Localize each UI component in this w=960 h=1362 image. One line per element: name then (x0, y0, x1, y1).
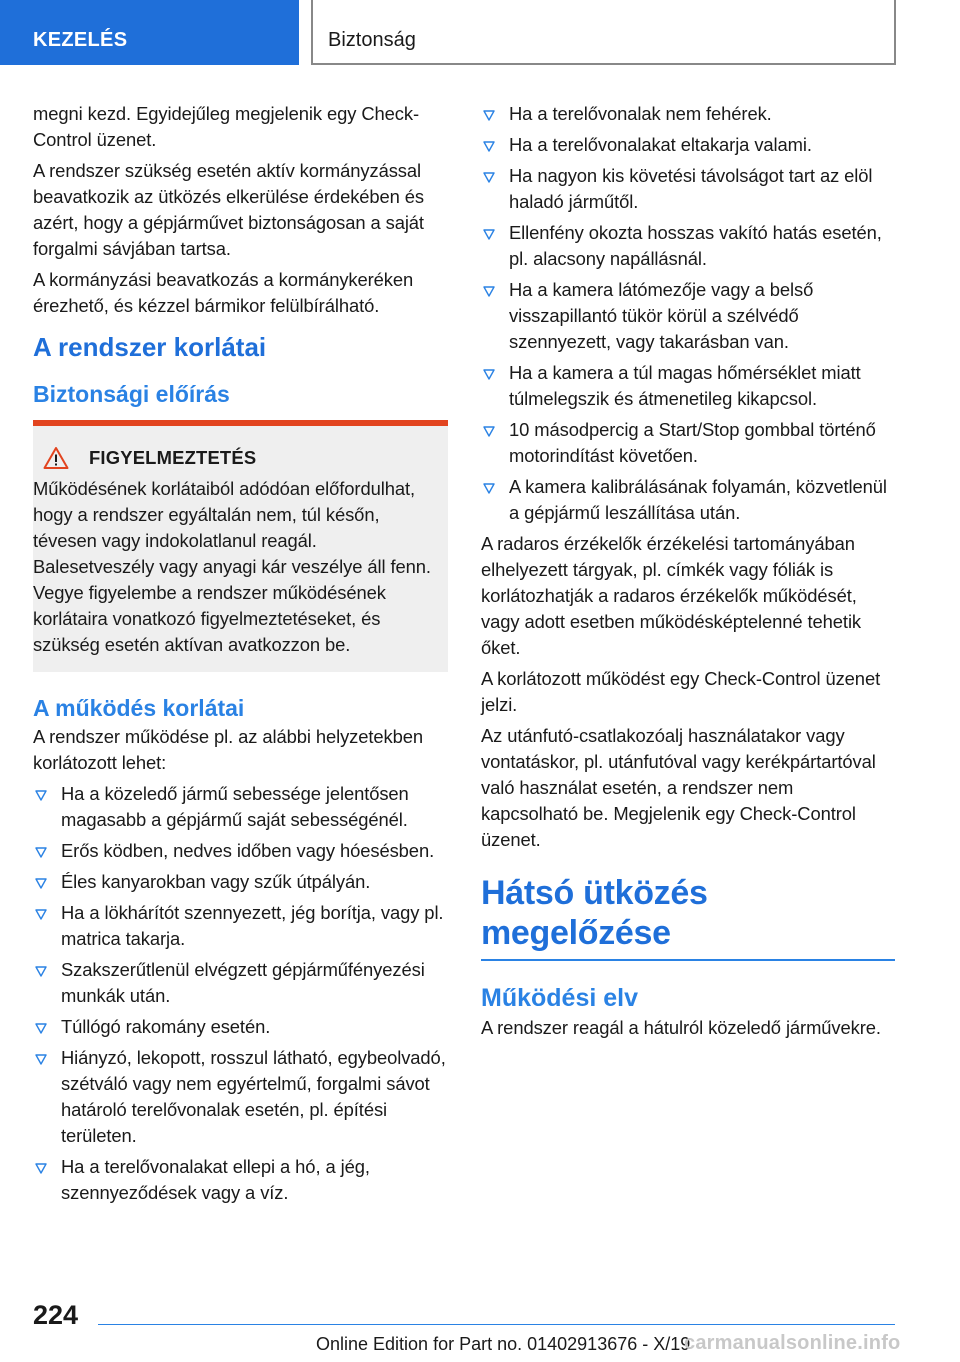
triangle-bullet-icon (483, 483, 495, 494)
header-section-label: KEZELÉS (33, 29, 128, 51)
paragraph: A kormányzási beavatkozás a kormánykeréken érezhető, és kézzel bármikor felülbírálható. (33, 269, 414, 316)
list-item-text: Ha a közeledő jármű sebessége jelentősen magasabb a gépjármű saját sebességénél. (61, 783, 409, 830)
heading-system-limits: A rendszer korlátai (33, 332, 267, 362)
triangle-bullet-icon (483, 369, 495, 380)
paragraph: A korlátozott működést egy Check-Control üzenet jelzi. (481, 668, 881, 715)
list-item (481, 220, 895, 272)
triangle-bullet-icon (483, 141, 495, 152)
list-item (33, 900, 448, 952)
paragraph: A rendszer reagál a hátulról közeledő járművekre. (481, 1017, 881, 1038)
triangle-bullet-icon (483, 172, 495, 183)
list-item (481, 163, 895, 215)
warning-box (33, 420, 448, 672)
list-item-text: Hiányzó, lekopott, rosszul látható, egybeolvadó, szétváló vagy nem egyértelmű, forgalmi sávot határoló terelővonalak esetén, pl. építési területen. (61, 1047, 446, 1146)
paragraph: A rendszer működése pl. az alábbi helyzetekben korlátozott lehet: (33, 726, 424, 773)
list-item-text: Ellenfény okozta hosszas vakító hatás esetén, pl. alacsony napállásnál. (509, 222, 882, 269)
list-item (33, 1014, 448, 1040)
heading-safety-notes: Biztonsági előírás (33, 381, 230, 407)
paragraph: A radaros érzékelők érzékelési tartományában elhelyezett tárgyak, pl. címkék vagy fóliák is korlátozhatják a radaros érzékelők működését, vagy adott esetben működésképtelenné tehetik őket. (481, 533, 862, 658)
header-subsection (311, 0, 896, 65)
paragraph: megni kezd. Egyidejűleg megjelenik egy Check-Control üzenet. (33, 103, 419, 150)
header-section-tab (0, 0, 299, 65)
list-item (33, 838, 448, 864)
right-column (481, 101, 895, 1046)
heading-operating-principle: Működési elv (481, 984, 638, 1012)
triangle-bullet-icon (483, 110, 495, 121)
list-item (481, 417, 895, 469)
list-item (481, 360, 895, 412)
list-item-text: Ha a terelővonalakat ellepi a hó, a jég, szennyeződések vagy a víz. (61, 1156, 370, 1203)
triangle-bullet-icon (35, 966, 47, 977)
triangle-bullet-icon (35, 790, 47, 801)
list-item-text: Ha a kamera a túl magas hőmérséklet miatt túlmelegszik és átmenetileg kikapcsol. (509, 362, 861, 409)
list-item (481, 101, 895, 127)
limitation-list-right (481, 101, 895, 526)
watermark: carmanualsonline.info (684, 1332, 901, 1354)
list-item (481, 474, 895, 526)
list-item-text: Ha a lökhárítót szennyezett, jég borítja, vagy pl. matrica takarja. (61, 902, 444, 949)
heading-rear-collision-prevention: Hátsó ütközés megelőzése (481, 873, 895, 961)
triangle-bullet-icon (483, 229, 495, 240)
list-item-text: 10 másodpercig a Start/Stop gombbal történő motorindítást követően. (509, 419, 876, 466)
list-item-text: Erős ködben, nedves időben vagy hóesésben. (61, 840, 435, 861)
triangle-bullet-icon (35, 1054, 47, 1065)
triangle-bullet-icon (483, 426, 495, 437)
list-item (33, 1045, 448, 1149)
list-item-text: Ha a terelővonalak nem fehérek. (509, 103, 772, 124)
triangle-bullet-icon (35, 1023, 47, 1034)
triangle-bullet-icon (483, 286, 495, 297)
triangle-bullet-icon (35, 1163, 47, 1174)
list-item (33, 957, 448, 1009)
triangle-bullet-icon (35, 878, 47, 889)
list-item (33, 781, 448, 833)
list-item-text: Szakszerűtlenül elvégzett gépjárműfényezési munkák után. (61, 959, 425, 1006)
list-item-text: Éles kanyarokban vagy szűk útpályán. (61, 871, 371, 892)
warning-text: Működésének korlátaiból adódóan előfordulhat, hogy a rendszer egyáltalán nem, túl későn, tévesen vagy indokolatlanul reagál. Balesetveszély vagy anyagi kár veszélye áll fenn. Vegye figyelembe a rendszer működésének korlátaira vonatkozó figyelmeztetéseket, és szükség esetén aktívan avatkozzon be. (33, 478, 431, 655)
list-item (33, 1154, 448, 1206)
list-item-text: Ha nagyon kis követési távolságot tart az elöl haladó járműtől. (509, 165, 873, 212)
limitation-list-left (33, 781, 448, 1206)
heading-operation-limits: A működés korlátai (33, 695, 245, 721)
warning-title: FIGYELMEZTETÉS (89, 447, 257, 468)
warning-header (43, 446, 442, 470)
header-subsection-label: Biztonság (328, 29, 416, 51)
list-item (481, 132, 895, 158)
list-item (33, 869, 448, 895)
list-item-text: Túllógó rakomány esetén. (61, 1016, 271, 1037)
warning-triangle-icon (43, 446, 69, 470)
triangle-bullet-icon (35, 847, 47, 858)
paragraph: Az utánfutó-csatlakozóalj használatakor vagy vontatáskor, pl. utánfutóval vagy kerékpártartóval való használat esetén, a rendszer nem kapcsolható be. Megjelenik egy Check-Control üzenet. (481, 725, 876, 850)
paragraph: A rendszer szükség esetén aktív kormányzással beavatkozik az ütközés elkerülése érdekében és azért, hogy a gépjárművet biztonságosan a saját forgalmi sávjában tartsa. (33, 160, 425, 259)
list-item (481, 277, 895, 355)
footer-edition: Online Edition for Part no. 01402913676 - X/19 (316, 1334, 691, 1354)
triangle-bullet-icon (35, 909, 47, 920)
list-item-text: Ha a terelővonalakat eltakarja valami. (509, 134, 812, 155)
list-item-text: Ha a kamera látómezője vagy a belső visszapillantó tükör körül a szélvédő szennyezett, vagy takarásban van. (509, 279, 814, 352)
list-item-text: A kamera kalibrálásának folyamán, közvetlenül a gépjármű leszállítása után. (509, 476, 887, 523)
left-column (33, 101, 448, 1211)
page-number: 224 (33, 1300, 79, 1330)
footer-divider (98, 1324, 895, 1325)
